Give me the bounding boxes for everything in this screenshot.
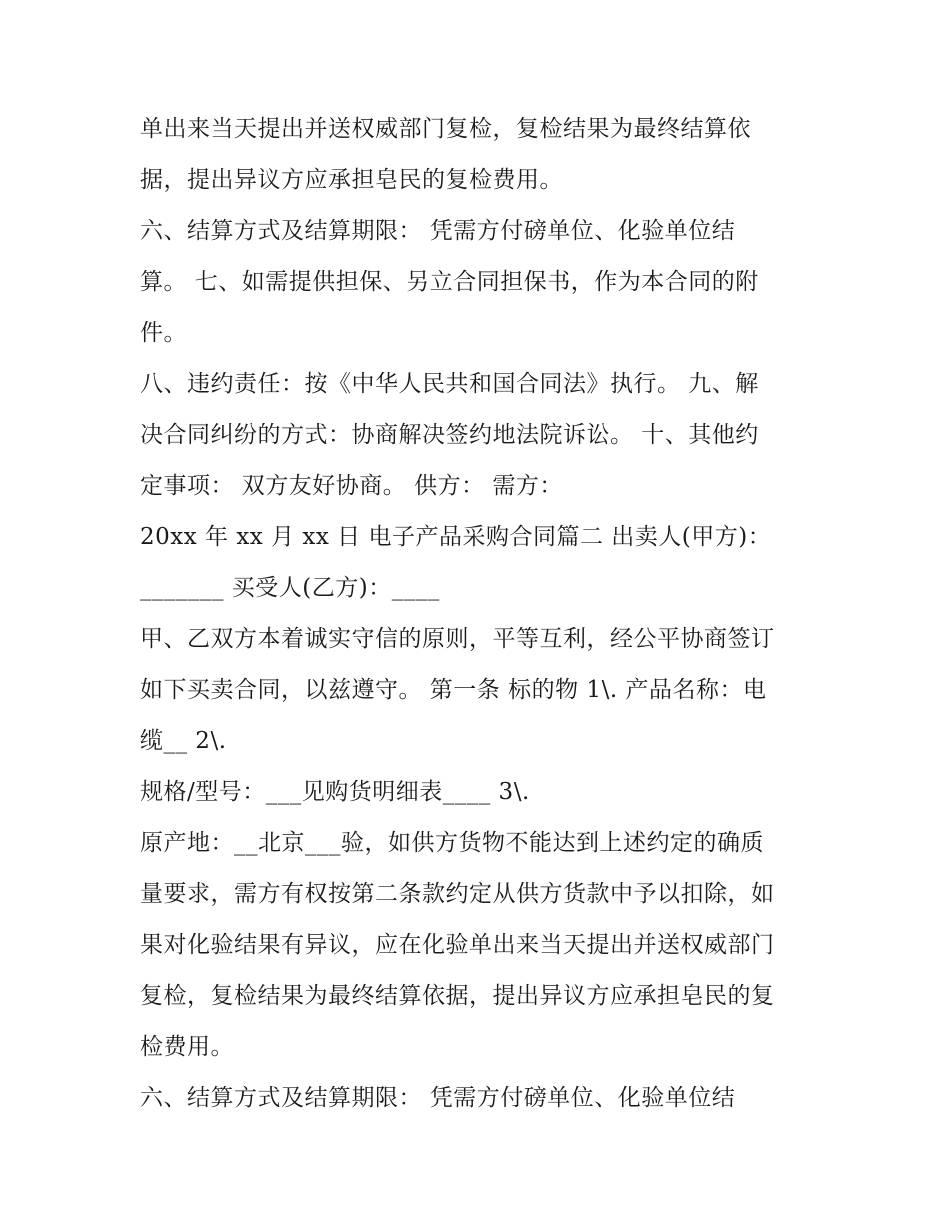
text-line: 检费用。	[140, 1034, 234, 1060]
text-line: 甲、乙双方本着诚实守信的原则，平等互利，经公平协商签订	[140, 626, 775, 652]
text-line: _______ 买受人(乙方)：____	[140, 575, 440, 601]
text-line: 果对化验结果有异议，应在化验单出来当天提出并送权威部门	[140, 932, 775, 958]
text-line: 六、结算方式及结算期限： 凭需方付磅单位、化验单位结	[140, 1085, 736, 1111]
text-line: 原产地：__北京___验，如供方货物不能达到上述约定的确质	[140, 830, 764, 856]
document-body	[140, 104, 820, 1124]
text-line: 单出来当天提出并送权威部门复检，复检结果为最终结算依	[140, 116, 751, 142]
text-line: 决合同纠纷的方式：协商解决签约地法院诉讼。 十、其他约	[140, 422, 759, 448]
text-line: 量要求，需方有权按第二条款约定从供方货款中予以扣除，如	[140, 881, 775, 907]
text-line: 20xx 年 xx 月 xx 日 电子产品采购合同篇二 出卖人(甲方)：	[140, 524, 772, 550]
text-line: 据，提出异议方应承担皂民的复检费用。	[140, 167, 563, 193]
text-line: 八、违约责任：按《中华人民共和国合同法》执行。 九、解	[140, 371, 759, 397]
text-line: 定事项： 双方友好协商。 供方： 需方：	[140, 473, 563, 499]
text-line: 算。 七、如需提供担保、另立合同担保书，作为本合同的附	[140, 269, 759, 295]
text-line: 缆__ 2\.	[140, 728, 227, 754]
text-line: 复检，复检结果为最终结算依据，提出异议方应承担皂民的复	[140, 983, 775, 1009]
text-line: 件。	[140, 320, 187, 346]
text-line: 如下买卖合同，以兹遵守。 第一条 标的物 1\. 产品名称：电	[140, 677, 767, 703]
text-line: 六、结算方式及结算期限： 凭需方付磅单位、化验单位结	[140, 218, 736, 244]
text-line: 规格/型号：___见购货明细表____ 3\.	[140, 779, 530, 805]
